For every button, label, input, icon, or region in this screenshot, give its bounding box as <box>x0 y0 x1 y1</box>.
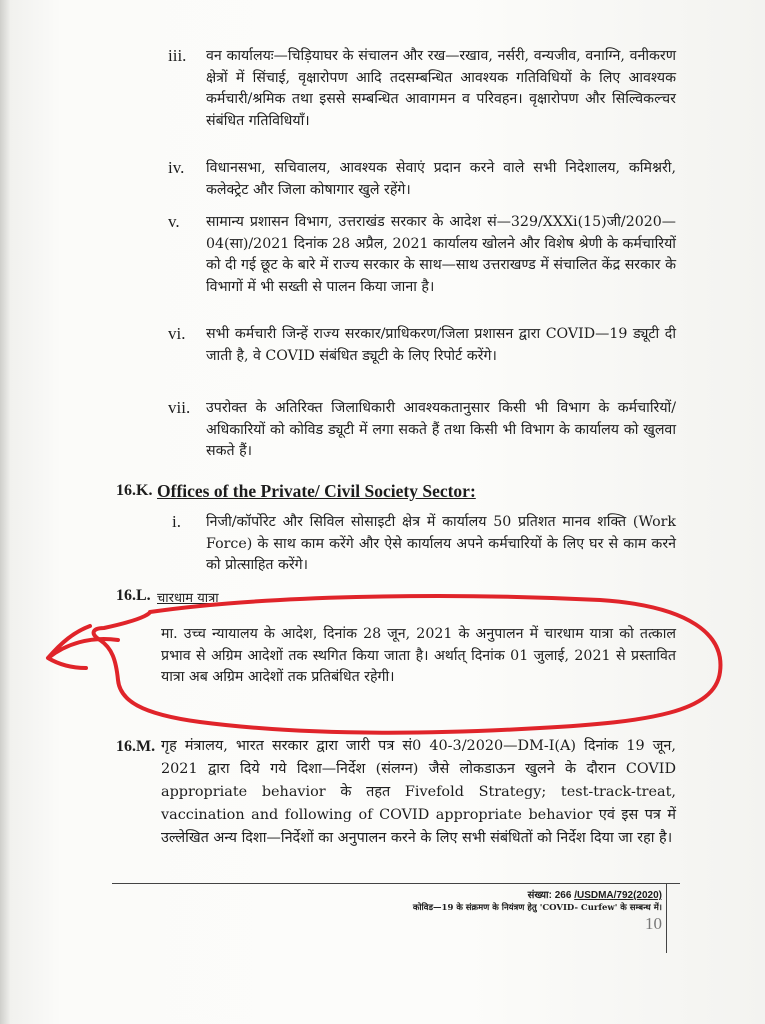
item-number: iv. <box>168 158 185 177</box>
item-text: निजी/कॉर्पोरेट और सिविल सोसाइटी क्षेत्र में कार्यालय 50 प्रतिशत मानव शक्ति (Work Force) के साथ काम करेंगे और ऐसे कार्यालय अपने कर्मचारियों के लिए घर से काम करने को प्रोत्साहित करेंगे। <box>206 514 676 573</box>
footer-reference-prefix: संख्या: 266 <box>527 890 572 901</box>
footer-rule <box>112 883 680 884</box>
section-l-text: मा. उच्च न्यायालय के आदेश, दिनांक 28 जून, 2021 के अनुपालन में चारधाम यात्रा को तत्काल प्रभाव से अग्रिम आदेशों तक स्थगित किया जाता है। अर्थात् दिनांक 01 जुलाई, 2021 से प्रस्तावित यात्रा अब अग्रिम आदेशों तक प्रतिबंधित रहेगी। <box>161 626 676 685</box>
section-l-label: 16.L. <box>116 587 151 604</box>
footer-subject: कोविड—19 के संक्रमण के नियंत्रण हेतु 'COVID- Curfew' के सम्बन्ध में। <box>412 903 662 913</box>
page-fold-shadow <box>0 0 10 1024</box>
footer-margin-rule <box>666 883 667 953</box>
item-number: v. <box>168 212 180 231</box>
page-number: 10 <box>645 914 662 933</box>
section-m-text: गृह मंत्रालय, भारत सरकार द्वारा जारी पत्र सं0 40-3/2020—DM-I(A) दिनांक 19 जून, 2021 द्वारा दिये गये दिशा—निर्देश (संलग्न) जैसे लोकडाऊन खुलने के दौरान COVID appropriate behavior के तहत Fivefold Strategy; test-track-treat, vaccination and following of COVID appropriate behavior एवं इस पत्र में उल्लेखित अन्य दिशा—निर्देशों का अनुपालन करने के लिए सभी संबंधितों को निर्देश दिया जा रहा है। <box>161 738 676 846</box>
annotation-arrow-stroke <box>48 626 118 668</box>
section-m-label: 16.M. <box>116 738 156 755</box>
item-text: विधानसभा, सचिवालय, आवश्यक सेवाएं प्रदान करने वाले सभी निदेशालय, कमिश्नरी, कलेक्ट्रेट और जिला कोषागार खुले रहेंगे। <box>206 160 676 198</box>
item-text: उपरोक्त के अतिरिक्त जिलाधिकारी आवश्यकतानुसार किसी भी विभाग के कर्मचारियों/अधिकारियों को कोविड ड्यूटी में लगा सकते हैं तथा किसी भी विभाग के कार्यालय को खुलवा सकते हैं। <box>206 400 676 459</box>
item-text: वन कार्यालयः—चिड़ियाघर के संचालन और रख—रखाव, नर्सरी, वन्यजीव, वनाग्नि, वनीकरण क्षेत्रों में सिंचाई, वृक्षारोपण आदि तदसम्बन्धित आवश्यक गतिविधियों के लिए आवश्यक कर्मचारी/श्रमिक तथा इससे सम्बन्धित आवागमन व परिवहन। वृक्षारोपण और सिल्विकल्चर संबंधित गतिविधियाँ। <box>206 48 676 129</box>
section-k-title: Offices of the Private/ Civil Society Sector: <box>157 481 476 501</box>
footer-reference <box>440 887 662 901</box>
item-number: iii. <box>168 46 187 65</box>
footer-reference-code: /USDMA/792(2020) <box>574 890 662 901</box>
item-text: सामान्य प्रशासन विभाग, उत्तराखंड सरकार के आदेश सं—329/XXXi(15)जी/2020—04(सा)/2021 दिनांक 28 अप्रैल, 2021 कार्यालय खोलने और विशेष श्रेणी के कर्मचारियों को दी गई छूट के बारे में राज्य सरकार के साथ—साथ उत्तराखण्ड में संचालित केंद्र सरकार के विभागों में भी सख्ती से पालन किया जाना है। <box>206 214 676 295</box>
section-k-label: 16.K. <box>116 482 153 499</box>
item-number: i. <box>172 512 181 531</box>
item-number: vii. <box>168 398 191 417</box>
section-l-title: चारधाम यात्रा <box>157 591 219 606</box>
item-number: vi. <box>168 324 186 343</box>
item-text: सभी कर्मचारी जिन्हें राज्य सरकार/प्राधिकरण/जिला प्रशासन द्वारा COVID—19 ड्यूटी दी जाती है, वे COVID संबंधित ड्यूटी के लिए रिपोर्ट करेंगे। <box>206 326 676 364</box>
